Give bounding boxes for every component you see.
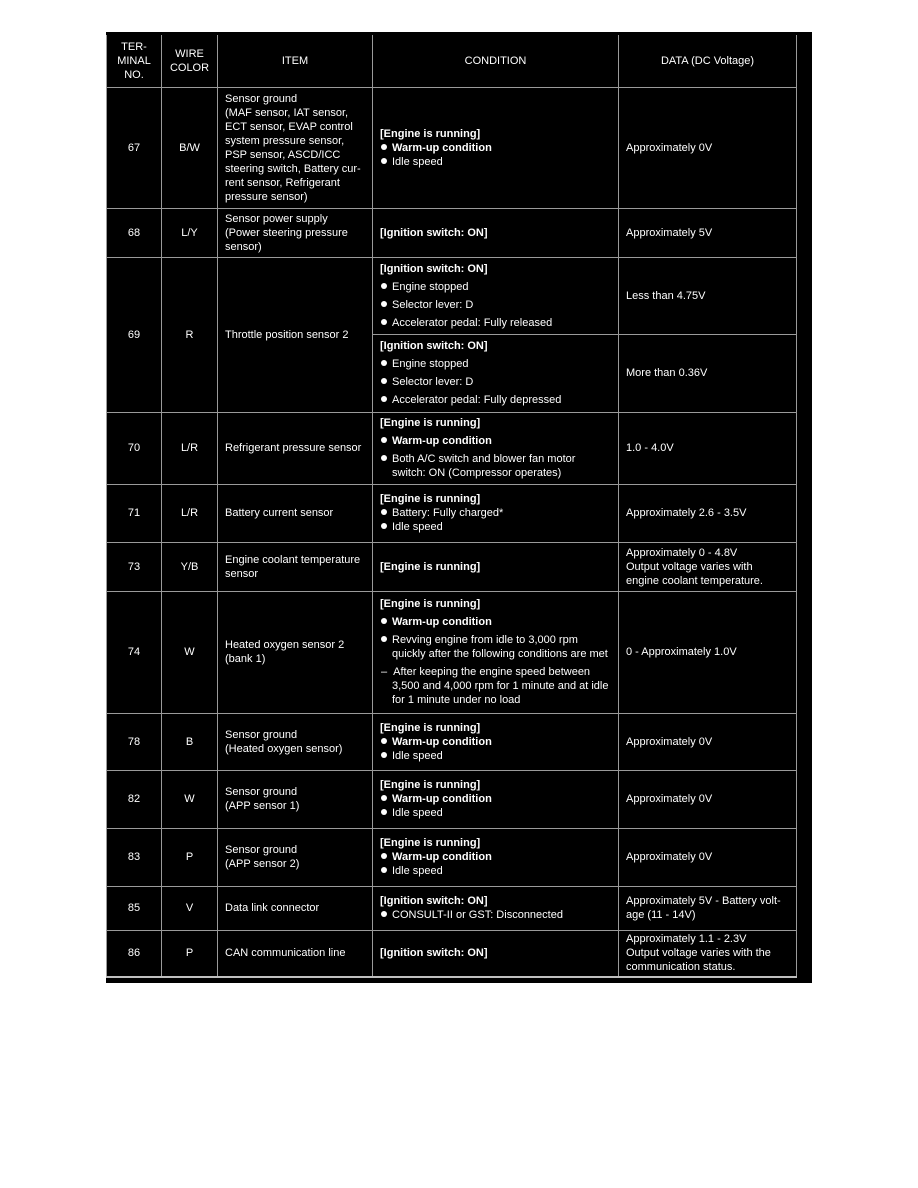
condition-line: [Ignition switch: ON]: [380, 262, 488, 275]
condition-line: [Engine is running]: [380, 417, 481, 429]
condition-line: [Engine is running]: [380, 560, 481, 573]
condition-bullet-item: Warm-up condition: [380, 735, 611, 749]
condition-bullet-item: Engine stopped: [380, 280, 611, 294]
wire-color: B/W: [162, 87, 218, 208]
wire-color: B: [162, 713, 218, 770]
table-row: [107, 412, 797, 484]
wire-color: Y/B: [162, 542, 218, 591]
wire-color: V: [162, 886, 218, 930]
condition-bullet-item: Warm-up condition: [380, 434, 611, 448]
data-voltage: More than 0.36V: [619, 334, 797, 412]
wire-color: W: [162, 770, 218, 828]
condition-line: [Engine is running]: [380, 837, 481, 849]
condition-cell: [373, 542, 619, 591]
condition-bullet-item: Idle speed: [380, 806, 611, 820]
data-voltage: Approximately 0 - 4.8V Output voltage varies with engine coolant temperature.: [619, 542, 797, 591]
data-voltage: Less than 4.75V: [619, 257, 797, 334]
terminal-number: 68: [107, 208, 162, 257]
terminal-number: 70: [107, 412, 162, 484]
condition-bullet-item: Warm-up condition: [380, 141, 611, 155]
condition-bullet-item: Selector lever: D: [380, 298, 611, 312]
terminal-number: 78: [107, 713, 162, 770]
item-description: Heated oxygen sensor 2 (bank 1): [218, 591, 373, 713]
condition-line: quickly after the following conditions are met: [392, 648, 608, 660]
terminal-number: 82: [107, 770, 162, 828]
terminal-number: 73: [107, 542, 162, 591]
data-voltage: 0 - Approximately 1.0V: [619, 591, 797, 713]
condition-line: [Engine is running]: [380, 779, 481, 791]
condition-bullet-item: Accelerator pedal: Fully released: [380, 316, 611, 330]
terminal-number: 69: [107, 257, 162, 412]
table-row: [107, 257, 797, 334]
data-voltage: Approximately 1.1 - 2.3V Output voltage varies with the communication status.: [619, 930, 797, 977]
terminal-number: 67: [107, 87, 162, 208]
condition-bullet-item: Selector lever: D: [380, 375, 611, 389]
wire-color: L/R: [162, 484, 218, 542]
table-row: [107, 87, 797, 208]
item-description: Sensor power supply (Power steering pressure sensor): [218, 208, 373, 257]
wire-color: L/Y: [162, 208, 218, 257]
condition-line: switch: ON (Compressor operates): [392, 467, 562, 479]
condition-cell: [373, 713, 619, 770]
condition-bullet-item: Warm-up condition: [380, 792, 611, 806]
header-item: ITEM: [218, 35, 373, 87]
condition-cell: [373, 930, 619, 977]
table-row: [107, 208, 797, 257]
condition-bullet-item: Idle speed: [380, 520, 611, 534]
condition-bullet-item: Warm-up condition: [380, 850, 611, 864]
item-description: Sensor ground (APP sensor 1): [218, 770, 373, 828]
item-description: Battery current sensor: [218, 484, 373, 542]
condition-cell: [373, 770, 619, 828]
condition-cell: [373, 484, 619, 542]
data-voltage: Approximately 0V: [619, 713, 797, 770]
condition-line: 3,500 and 4,000 rpm for 1 minute and at idle: [392, 680, 609, 692]
table-row: [107, 770, 797, 828]
item-description: Engine coolant temperature sensor: [218, 542, 373, 591]
table-row: [107, 591, 797, 713]
item-description: CAN communication line: [218, 930, 373, 977]
wire-color: P: [162, 930, 218, 977]
terminal-number: 86: [107, 930, 162, 977]
condition-line: [Ignition switch: ON]: [380, 340, 488, 352]
condition-cell: [373, 208, 619, 257]
condition-cell: [373, 886, 619, 930]
condition-line: [Ignition switch: ON]: [380, 226, 488, 239]
data-voltage: Approximately 2.6 - 3.5V: [619, 484, 797, 542]
condition-bullet-item: CONSULT-II or GST: Disconnected: [380, 908, 611, 922]
data-voltage: Approximately 0V: [619, 828, 797, 886]
condition-cell: [373, 257, 619, 334]
condition-bullet-item: Idle speed: [380, 749, 611, 763]
data-voltage: Approximately 0V: [619, 770, 797, 828]
condition-bullet-item: Battery: Fully charged*: [380, 506, 611, 520]
item-description: Throttle position sensor 2: [218, 257, 373, 412]
table-row: [107, 713, 797, 770]
condition-cell: [373, 828, 619, 886]
terminal-number: 83: [107, 828, 162, 886]
ecm-terminal-table: [106, 35, 797, 978]
condition-line: [Engine is running]: [380, 721, 481, 734]
wire-color: L/R: [162, 412, 218, 484]
item-description: Data link connector: [218, 886, 373, 930]
table-row: [107, 886, 797, 930]
table-row: [107, 542, 797, 591]
condition-bullet-item: Revving engine from idle to 3,000 rpm: [380, 633, 611, 647]
data-voltage: 1.0 - 4.0V: [619, 412, 797, 484]
condition-cell: [373, 591, 619, 713]
condition-line: [Engine is running]: [380, 127, 481, 140]
data-voltage: Approximately 5V - Battery volt- age (11 - 14V): [619, 886, 797, 930]
header-terminal-no: TER- MINAL NO.: [107, 35, 162, 87]
terminal-number: 74: [107, 591, 162, 713]
condition-bullet-item: Warm-up condition: [380, 615, 611, 629]
table-row: [107, 828, 797, 886]
item-description: Sensor ground (MAF sensor, IAT sensor, ECT sensor, EVAP control system pressure sensor, PSP sensor, ASCD/ICC steering switch, Battery cur- rent sensor, Refrigerant pressure sensor): [218, 87, 373, 208]
wire-color: R: [162, 257, 218, 412]
condition-line: [Engine is running]: [380, 598, 481, 610]
data-voltage: Approximately 5V: [619, 208, 797, 257]
table-row: [107, 930, 797, 977]
condition-line: – After keeping the engine speed between: [380, 665, 611, 679]
condition-bullet-item: Idle speed: [380, 155, 611, 169]
header-wire-color: WIRE COLOR: [162, 35, 218, 87]
wire-color: W: [162, 591, 218, 713]
terminal-number: 71: [107, 484, 162, 542]
header-data: DATA (DC Voltage): [619, 35, 797, 87]
condition-cell: [373, 412, 619, 484]
condition-line: [Ignition switch: ON]: [380, 895, 488, 907]
condition-cell: [373, 87, 619, 208]
condition-line: for 1 minute under no load: [392, 694, 521, 706]
condition-bullet-item: Accelerator pedal: Fully depressed: [380, 393, 611, 407]
condition-line: [Ignition switch: ON]: [380, 947, 488, 960]
table-header-row: [107, 35, 797, 87]
wire-color: P: [162, 828, 218, 886]
condition-bullet-item: Idle speed: [380, 864, 611, 878]
condition-bullet-item: Both A/C switch and blower fan motor: [380, 452, 611, 466]
condition-bullet-item: Engine stopped: [380, 357, 611, 371]
data-voltage: Approximately 0V: [619, 87, 797, 208]
item-description: Refrigerant pressure sensor: [218, 412, 373, 484]
condition-line: [Engine is running]: [380, 493, 481, 505]
condition-cell: [373, 334, 619, 412]
header-condition: CONDITION: [373, 35, 619, 87]
item-description: Sensor ground (Heated oxygen sensor): [218, 713, 373, 770]
terminal-number: 85: [107, 886, 162, 930]
table-row: [107, 484, 797, 542]
item-description: Sensor ground (APP sensor 2): [218, 828, 373, 886]
